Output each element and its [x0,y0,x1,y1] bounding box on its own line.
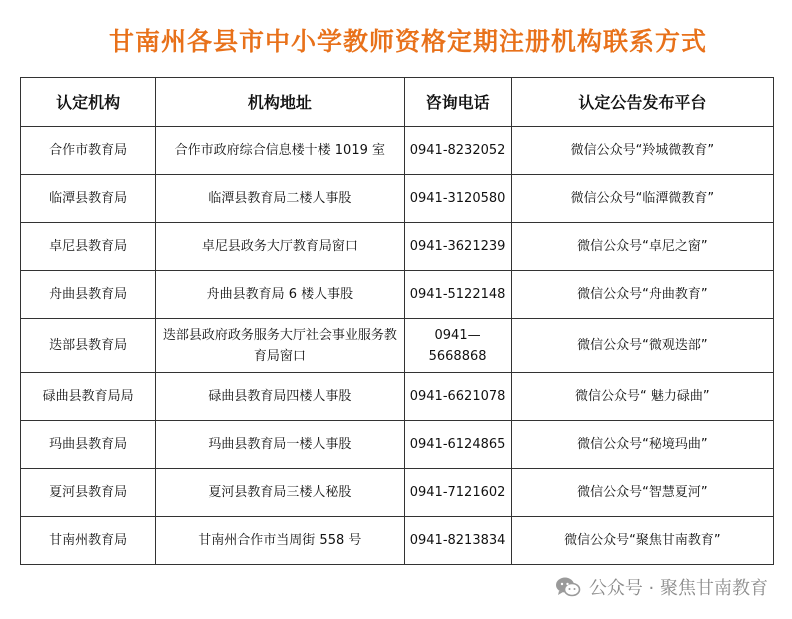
platform-cell: 微信公众号“羚城微教育” [511,127,773,175]
address-cell: 迭部县政府政务服务大厅社会事业服务教育局窗口 [156,319,404,373]
table-row [21,319,774,373]
platform-cell: 微信公众号“智慧夏河” [511,469,773,517]
phone-cell: 0941-8232052 [404,127,511,175]
column-header-platform: 认定公告发布平台 [511,78,773,127]
column-header-org: 认定机构 [21,78,156,127]
platform-cell: 微信公众号“舟曲教育” [511,271,773,319]
phone-cell: 0941-3621239 [404,223,511,271]
table-row [21,469,774,517]
org-cell: 迭部县教育局 [21,319,156,373]
platform-cell: 微信公众号“临潭微教育” [511,175,773,223]
platform-cell: 微信公众号“秘境玛曲” [511,421,773,469]
phone-cell: 0941-6621078 [404,373,511,421]
platform-cell: 微信公众号“微观迭部” [511,319,773,373]
contact-table [20,77,774,565]
wechat-icon [555,576,581,598]
table-header-row [21,78,774,127]
phone-cell: 0941-5122148 [404,271,511,319]
phone-cell: 0941-3120580 [404,175,511,223]
platform-cell: 微信公众号“聚焦甘南教育” [511,517,773,565]
phone-cell: 0941—5668868 [404,319,511,373]
table-row [21,517,774,565]
phone-cell: 0941-8213834 [404,517,511,565]
org-cell: 临潭县教育局 [21,175,156,223]
org-cell: 碌曲县教育局局 [21,373,156,421]
platform-cell: 微信公众号“卓尼之窗” [511,223,773,271]
table-row [21,373,774,421]
org-cell: 合作市教育局 [21,127,156,175]
watermark-text: 公众号 · 聚焦甘南教育 [588,578,768,599]
address-cell: 临潭县教育局二楼人事股 [156,175,404,223]
org-cell: 舟曲县教育局 [21,271,156,319]
table-row [21,127,774,175]
address-cell: 玛曲县教育局一楼人事股 [156,421,404,469]
org-cell: 夏河县教育局 [21,469,156,517]
address-cell: 舟曲县教育局 6 楼人事股 [156,271,404,319]
column-header-address: 机构地址 [156,78,404,127]
phone-cell: 0941-7121602 [404,469,511,517]
page-title: 甘南州各县市中小学教师资格定期注册机构联系方式 [108,27,707,56]
table-row [21,421,774,469]
address-cell: 碌曲县教育局四楼人事股 [156,373,404,421]
source-watermark [555,574,768,600]
org-cell: 玛曲县教育局 [21,421,156,469]
address-cell: 合作市政府综合信息楼十楼 1019 室 [156,127,404,175]
platform-cell: 微信公众号“ 魅力碌曲” [511,373,773,421]
org-cell: 卓尼县教育局 [21,223,156,271]
phone-cell: 0941-6124865 [404,421,511,469]
address-cell: 夏河县教育局三楼人秘股 [156,469,404,517]
table-row [21,175,774,223]
table-row [21,271,774,319]
address-cell: 卓尼县政务大厅教育局窗口 [156,223,404,271]
table-row [21,223,774,271]
column-header-phone: 咨询电话 [404,78,511,127]
address-cell: 甘南州合作市当周街 558 号 [156,517,404,565]
org-cell: 甘南州教育局 [21,517,156,565]
